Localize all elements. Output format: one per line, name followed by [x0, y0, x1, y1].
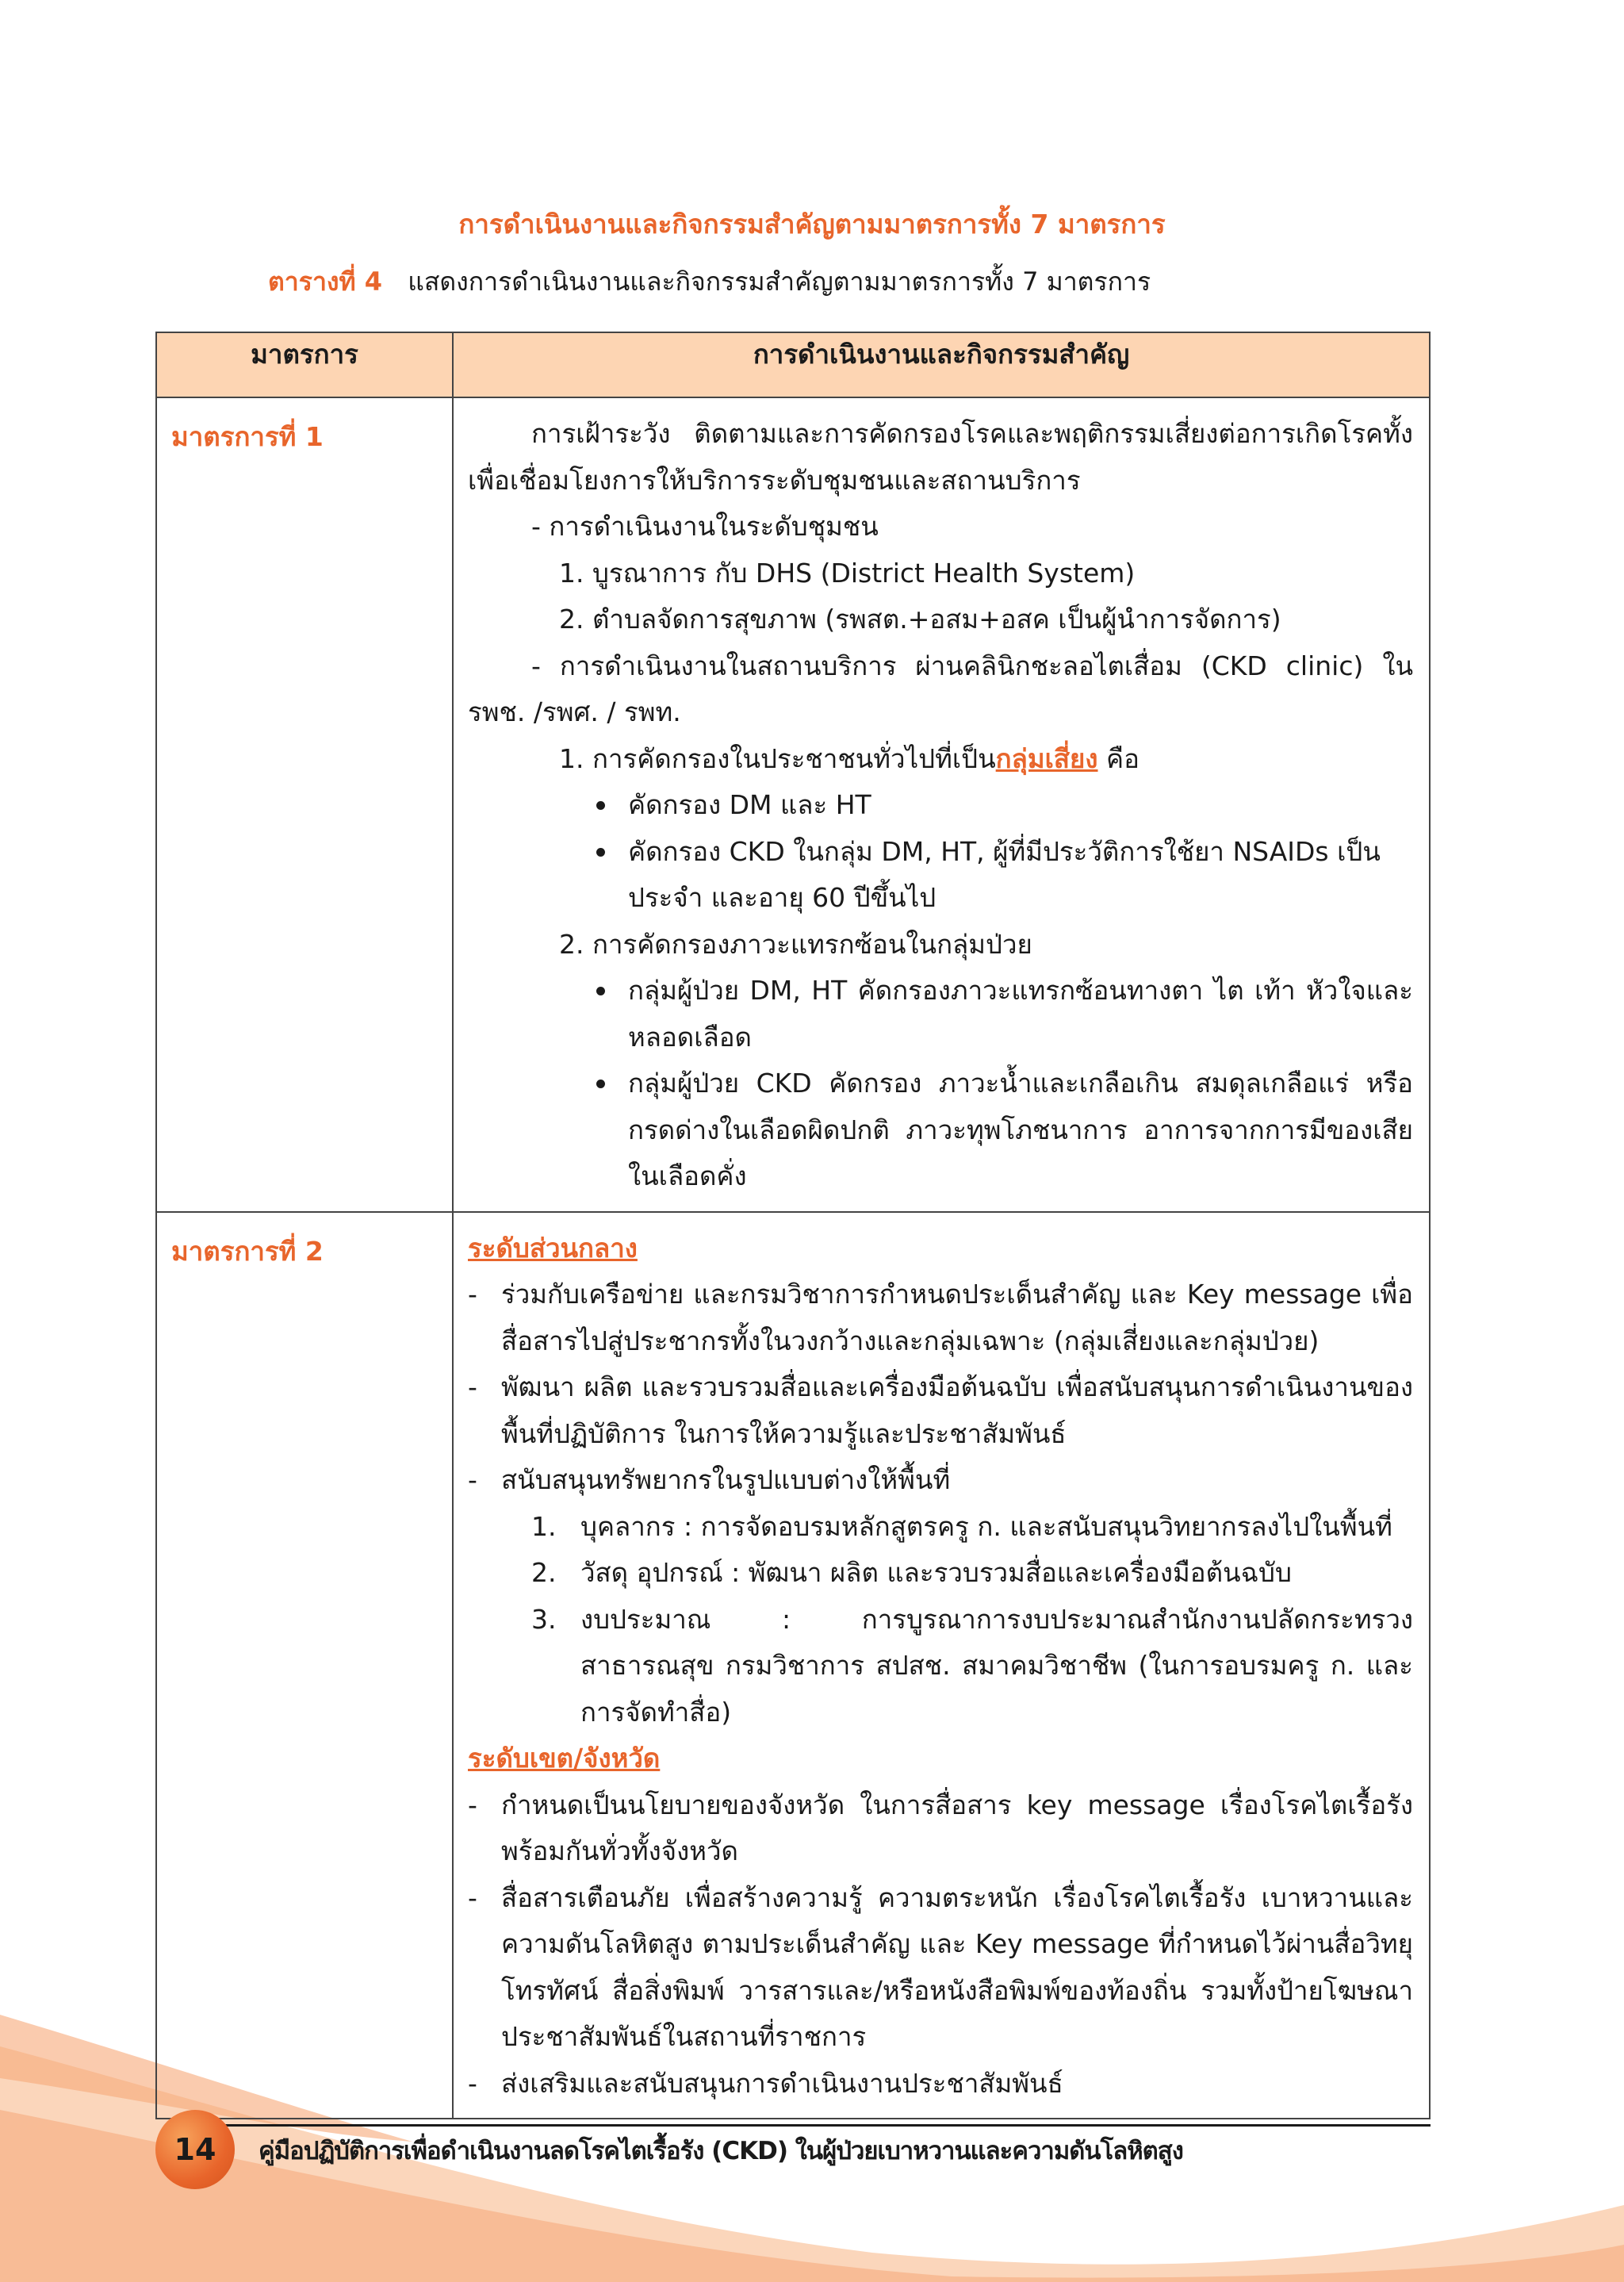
- m1-bullet-3: กลุ่มผู้ป่วย DM, HT คัดกรองภาวะแทรกซ้อนทางตา ไต เท้า หัวใจและหลอดเลือด: [468, 968, 1413, 1060]
- m1-bullet-1: คัดกรอง DM และ HT: [468, 782, 1413, 829]
- table-caption: [268, 262, 1151, 301]
- m1-screening-1-suffix: คือ: [1097, 742, 1139, 774]
- m1-service-title: - การดำเนินงานในสถานบริการ ผ่านคลินิกชะลอไตเสื่อม (CKD clinic) ใน รพช. /รพศ. / รพท.: [468, 650, 1413, 727]
- m2-resource-3-number: 3.: [531, 1603, 557, 1635]
- m2-resource-1-number: 1.: [531, 1510, 557, 1542]
- m2-central-heading: ระดับส่วนกลาง: [468, 1232, 638, 1264]
- table-caption-label: ตารางที่ 4: [268, 267, 383, 297]
- m2-province-item-2: - สื่อสารเตือนภัย เพื่อสร้างความรู้ ความตระหนัก เรื่องโรคไตเรื้อรัง เบาหวานและความดันโลหิตสูง ตามประเด็นสำคัญ และ Key message ที่กำหนดไว้ผ่านสื่อวิทยุ โทรทัศน์ สื่อสิ่งพิมพ์ วารสารและ/หรือหนังสือพิมพ์ของท้องถิ่น รวมทั้งป้ายโฆษณาประชาสัมพันธ์ในสถานที่ราชการ: [468, 1875, 1413, 2061]
- m2-province-item-1: - กำหนดเป็นนโยบายของจังหวัด ในการสื่อสาร key message เรื่องโรคไตเรื้อรังพร้อมกันทั่วทั้งจังหวัด: [468, 1782, 1413, 1875]
- header-activities: การดำเนินงานและกิจกรรมสำคัญ: [453, 332, 1430, 397]
- measure-cell: [156, 1212, 453, 2119]
- m1-screening-1-text: 1. การคัดกรองในประชาชนทั่วไปที่เป็น: [559, 742, 996, 774]
- m2-province-item-3: - ส่งเสริมและสนับสนุนการดำเนินงานประชาสัมพันธ์: [468, 2061, 1413, 2107]
- table-header-row: [156, 332, 1430, 397]
- m1-community-title: - การดำเนินงานในระดับชุมชน: [531, 511, 879, 542]
- m1-bullet-4: กลุ่มผู้ป่วย CKD คัดกรอง ภาวะน้ำและเกลือเกิน สมดุลเกลือแร่ หรือกรดด่างในเลือดผิดปกติ ภาวะทุพโภชนาการ อาการจากการมีของเสียในเลือดคั่ง: [468, 1060, 1413, 1200]
- table-row: [156, 1212, 1430, 2119]
- activities-cell: [453, 397, 1430, 1212]
- m2-province-heading: ระดับเขต/จังหวัด: [468, 1743, 661, 1774]
- document-title: การดำเนินงานและกิจกรรมสำคัญตามมาตรการทั้ง 7 มาตรการ: [458, 209, 1166, 240]
- m1-community-item-2: 2. ตำบลจัดการสุขภาพ (รพสต.+อสม+อสค เป็นผู้นำการจัดการ): [559, 604, 1281, 635]
- m2-central-item-1: - ร่วมกับเครือข่าย และกรมวิชาการกำหนดประเด็นสำคัญ และ Key message เพื่อสื่อสารไปสู่ประชากรทั้งในวงกว้างและกลุ่มเฉพาะ (กลุ่มเสี่ยงและกลุ่มป่วย): [468, 1271, 1413, 1364]
- m2-central-item-2: - พัฒนา ผลิต และรวบรวมสื่อและเครื่องมือต้นฉบับ เพื่อสนับสนุนการดำเนินงานของพื้นที่ปฏิบัติการ ในการให้ความรู้และประชาสัมพันธ์: [468, 1364, 1413, 1457]
- footer-title: คู่มือปฏิบัติการเพื่อดำเนินงานลดโรคไตเรื้อรัง (CKD) ในผู้ป่วยเบาหวานและความดันโลหิตสูง: [259, 2137, 1183, 2165]
- m2-resource-2-number: 2.: [531, 1557, 557, 1588]
- m2-resource-3-text: งบประมาณ : การบูรณาการงบประมาณสำนักงานปลัดกระทรวงสาธารณสุข กรมวิชาการ สปสช. สมาคมวิชาชีพ (ในการอบรมครู ก. และการจัดทำสื่อ): [580, 1603, 1413, 1728]
- m2-resource-1: [468, 1504, 1413, 1551]
- footer-rule: [222, 2124, 1431, 2127]
- m2-central-item-3: - สนับสนุนทรัพยากรในรูปแบบต่างให้พื้นที่: [468, 1457, 1413, 1504]
- m1-community-item-1: 1. บูรณาการ กับ DHS (District Health System): [559, 557, 1136, 589]
- m1-intro: การเฝ้าระวัง ติดตามและการคัดกรองโรคและพฤติกรรมเสี่ยงต่อการเกิดโรคทั้งเพื่อเชื่อมโยงการให้บริการระดับชุมชนและสถานบริการ: [468, 418, 1413, 496]
- page-number-badge: 14: [155, 2110, 235, 2189]
- m2-resource-2-text: วัสดุ อุปกรณ์ : พัฒนา ผลิต และรวบรวมสื่อและเครื่องมือต้นฉบับ: [580, 1557, 1292, 1588]
- activities-cell: [453, 1212, 1430, 2119]
- header-measure: มาตรการ: [156, 332, 453, 397]
- measures-table: [155, 332, 1431, 2119]
- table-caption-text: แสดงการดำเนินงานและกิจกรรมสำคัญตามมาตรการทั้ง 7 มาตรการ: [408, 267, 1151, 297]
- m2-resource-2: [468, 1550, 1413, 1597]
- measure-1-name: มาตรการที่ 1: [171, 421, 324, 452]
- m1-screening-2: 2. การคัดกรองภาวะแทรกซ้อนในกลุ่มป่วย: [559, 928, 1032, 960]
- m2-resource-3: [468, 1597, 1413, 1736]
- measure-cell: [156, 397, 453, 1212]
- risk-group-highlight: กลุ่มเสี่ยง: [995, 742, 1098, 774]
- m1-bullet-2: คัดกรอง CKD ในกลุ่ม DM, HT, ผู้ที่มีประวัติการใช้ยา NSAIDs เป็นประจำ และอายุ 60 ปีขึ้นไป: [468, 829, 1413, 922]
- m1-screening-1: [468, 736, 1413, 783]
- measure-2-name: มาตรการที่ 2: [171, 1235, 324, 1267]
- table-row: [156, 397, 1430, 1212]
- m2-resource-1-text: บุคลากร : การจัดอบรมหลักสูตรครู ก. และสนับสนุนวิทยากรลงไปในพื้นที่: [580, 1510, 1392, 1542]
